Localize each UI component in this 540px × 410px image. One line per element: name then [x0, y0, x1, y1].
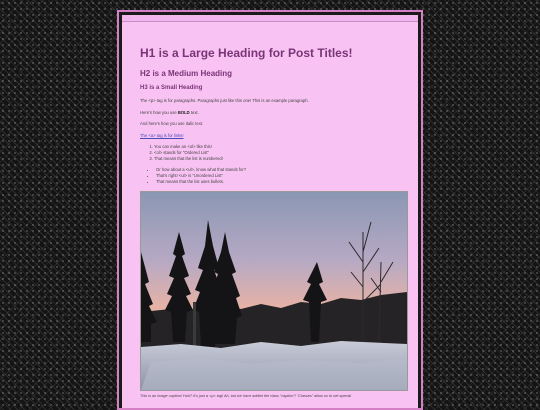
ordered-list — [140, 144, 400, 161]
bold-prefix: Here's how you use — [140, 109, 178, 115]
list-item: • That's right! <ul> is "Unordered List" — [156, 173, 400, 179]
heading-h3: H3 is a Small Heading — [140, 85, 203, 91]
paragraph-bold — [140, 110, 400, 116]
list-item: 1. You can make an <ol> like this! — [154, 144, 400, 150]
top-bar — [122, 15, 418, 22]
list-item: 3. That means that the list is numbered! — [154, 156, 400, 162]
bold-suffix: text. — [189, 109, 199, 115]
paragraph-intro: The <p> tag is for paragraphs. Paragraphs just like this one! This is an example paragraph. — [140, 98, 309, 103]
list-item: 2. <ol> stands for "Ordered List" — [154, 150, 400, 156]
page-frame — [117, 10, 423, 410]
top-bar-tab[interactable]: ···· — [128, 16, 132, 20]
winter-sunset-image — [141, 192, 407, 390]
post-title-h1: H1 is a Large Heading for Post Titles! — [140, 46, 353, 60]
bold-word: BOLD — [177, 109, 190, 115]
example-link[interactable]: The <a> tag is for links! — [140, 132, 184, 138]
heading-h2: H2 is a Medium Heading — [140, 69, 233, 78]
list-item: • That means that the list uses bullets. — [156, 179, 400, 185]
paragraph-italic: And here's how you use italic text. — [140, 121, 204, 126]
image-caption: This is an image caption! Huh? It's just a <p> tag! Ah, but we have added the class "caption"! "Classes" allow us to set special — [140, 393, 352, 398]
unordered-list — [140, 167, 400, 184]
list-item: • Or how about a <ul>, know what that stands for? — [156, 167, 400, 173]
post-content — [122, 22, 418, 408]
post-image — [140, 191, 408, 391]
